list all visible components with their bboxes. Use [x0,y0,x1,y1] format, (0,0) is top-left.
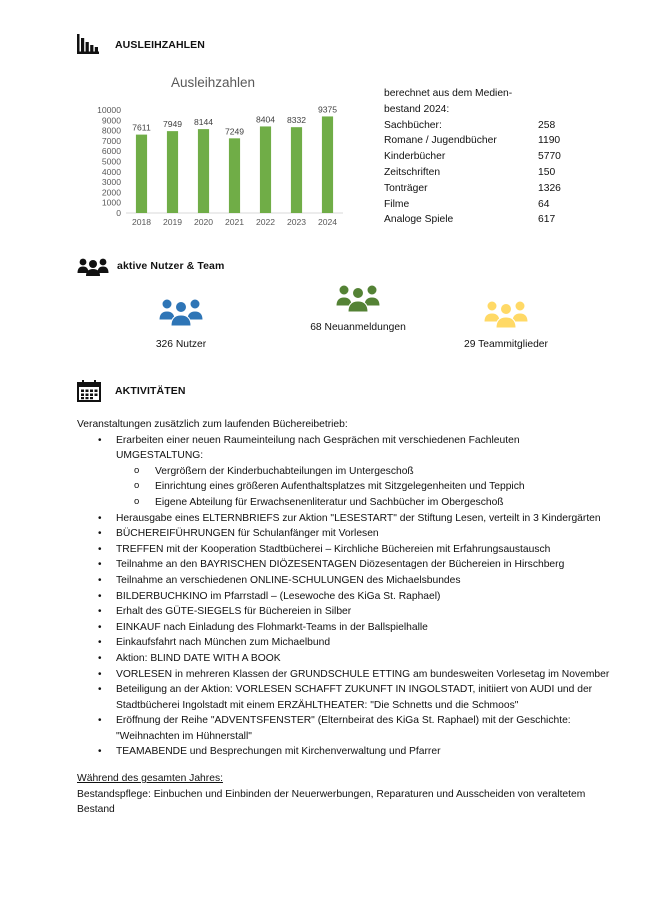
bar [260,126,271,213]
stat-value: 617 [538,214,556,226]
list-item: • VORLESEN in mehreren Klassen der GRUNDSCHULE ETTING am bundesweiten Vorlesetag im November [77,667,617,683]
x-tick-label: 2024 [317,217,338,227]
bar-data-label: 7949 [162,119,183,130]
stat-row [384,197,584,213]
stat-row [384,212,584,228]
y-tick-label: 7000 [101,135,121,146]
activities-section-title: AKTIVITÄTEN [115,385,186,397]
list-item: • Beteiligung an der Aktion: VORLESEN SCHAFFT ZUKUNFT IN INGOLSTADT, initiiert von AUDI und der Stadtbücherei Ingolstadt mit einem ERZÄHLTHEATER: "Die Schnetts und die Schmoos" [77,682,617,713]
activities-more-items [77,511,617,761]
people-group-icon [335,282,381,312]
new-registrations-block [298,282,418,333]
year-heading: Während des gesamten Jahres: [77,773,223,785]
y-tick-label: 3000 [101,177,121,188]
y-tick-label: 5000 [101,156,121,167]
loans-chart [93,72,348,232]
stat-label: Filme [384,198,410,210]
bar-data-label: 7249 [224,126,245,137]
year-text: Bestandspflege: Einbuchen und Einbinden der Neuerwerbungen, Reparaturen und Ausscheiden von veraltetem Bestand [77,788,586,816]
users-count-block [131,296,231,350]
first-item-line1: • Erarbeiten einer neuen Raumeinteilung nach Gesprächen mit verschiedenen Fachleuten [116,434,520,446]
stat-label: Tonträger [384,182,428,194]
users-section-header [77,255,224,277]
bar [136,135,147,213]
bar-data-label: 9375 [317,104,338,115]
list-item: • TEAMABENDE und Besprechungen mit Kirchenverwaltung und Pfarrer [77,744,617,760]
bar [322,116,333,213]
stat-row [384,165,584,181]
new-registrations-label: 68 Neuanmeldungen [310,322,406,333]
stat-label: Analoge Spiele [384,214,454,226]
bar-data-label: 8404 [255,114,276,125]
list-item: • Herausgabe eines ELTERNBRIEFS zur Aktion "LESESTART" der Stiftung Lesen, verteilt in 3 Kindergärten [77,511,617,527]
stats-intro-line1: berechnet aus dem Medien- [384,88,513,99]
bar [167,131,178,213]
list-item: • Aktion: BLIND DATE WITH A BOOK [77,651,617,667]
activities-section-header [77,380,186,402]
stats-rows [384,118,584,229]
x-tick-label: 2021 [224,217,245,227]
stat-value: 1190 [538,135,561,147]
team-members-block [452,298,560,350]
list-item: • Teilnahme an verschiedenen ONLINE-SCHULUNGEN des Michaelsbundes [77,573,617,589]
activities-intro: Veranstaltungen zusätzlich zum laufenden Büchereibetrieb: [77,419,348,430]
x-tick-label: 2022 [255,217,276,227]
y-tick-label: 0 [116,208,121,218]
loans-section-header [77,34,205,56]
x-tick-label: 2020 [193,217,214,227]
stat-label: Zeitschriften [384,166,441,178]
x-tick-label: 2018 [131,217,152,227]
stat-value: 64 [538,198,550,210]
first-item-line2: UMGESTALTUNG: [116,450,204,462]
stat-value: 258 [538,119,556,131]
bar [291,127,302,213]
y-tick-label: 2000 [101,187,121,198]
calendar-icon [77,380,103,402]
team-members-label: 29 Teammitglieder [464,339,548,350]
chart-title: Ausleihzahlen [171,75,256,90]
y-tick-label: 10000 [97,105,121,115]
list-item: • Einkaufsfahrt nach München zum Michaelbund [77,635,617,651]
media-stats [384,86,584,228]
stat-row [384,118,584,134]
chart-plot [93,72,348,232]
list-item: • TREFFEN mit der Kooperation Stadtbücherei – Kirchliche Büchereien mit Erfahrungsaustausch [77,542,617,558]
users-count-label: 326 Nutzer [155,339,207,350]
y-tick-label: 9000 [101,115,121,126]
x-tick-label: 2019 [162,217,183,227]
stat-row [384,133,584,149]
people-group-icon [158,296,204,326]
bar-chart-icon [77,34,103,56]
bar-data-label: 8144 [193,117,214,128]
bar [198,129,209,213]
bar-data-label: 8332 [286,115,307,126]
sub-items [116,464,617,511]
stat-value: 1326 [538,182,561,194]
stat-value: 5770 [538,151,561,163]
loans-section-title: AUSLEIHZAHLEN [115,39,205,51]
y-tick-label: 4000 [101,166,121,177]
x-tick-label: 2023 [286,217,307,227]
list-item [77,433,617,511]
activities-list [77,417,617,818]
people-group-icon [77,255,109,277]
stat-row [384,149,584,165]
list-item: • Erhalt des GÜTE-SIEGELS für Büchereien in Silber [77,604,617,620]
list-item: • Teilnahme an den BAYRISCHEN DIÖZESENTAGEN Diözesentagen der Büchereien in Hirschberg [77,557,617,573]
y-tick-label: 6000 [101,146,121,157]
stat-label: Sachbücher: [384,119,442,131]
sub-list-item: o Vergrößern der Kinderbuchabteilungen im Untergeschoß [116,464,617,480]
y-tick-label: 1000 [101,197,121,208]
stat-label: Kinderbücher [384,151,446,163]
sub-list-item: o Eigene Abteilung für Erwachsenenliteratur und Sachbücher im Obergeschoß [116,495,617,511]
list-item: • BILDERBUCHKINO im Pfarrstadl – (Lesewoche des KiGa St. Raphael) [77,589,617,605]
people-group-icon [483,298,529,328]
sub-list-item: o Einrichtung eines größeren Aufenthaltsplatzes mit Sitzgelegenheiten und Teppich [116,479,617,495]
stat-label: Romane / Jugendbücher [384,135,497,147]
bar [229,138,240,213]
bar-data-label: 7611 [132,122,151,133]
list-item: • EINKAUF nach Einladung des Flohmarkt-Teams in der Ballspielhalle [77,620,617,636]
stat-value: 150 [538,166,556,178]
stats-intro-line2: bestand 2024: [384,103,450,115]
y-tick-label: 8000 [101,125,121,136]
list-item: • BÜCHEREIFÜHRUNGEN für Schulanfänger mit Vorlesen [77,526,617,542]
list-item: • Eröffnung der Reihe "ADVENTSFENSTER" (Elternbeirat des KiGa St. Raphael) mit der Geschichte: "Weihnachten im Hühnerstall" [77,713,617,744]
users-section-title: aktive Nutzer & Team [117,260,225,272]
activities-items [77,433,617,511]
stat-row [384,181,584,197]
